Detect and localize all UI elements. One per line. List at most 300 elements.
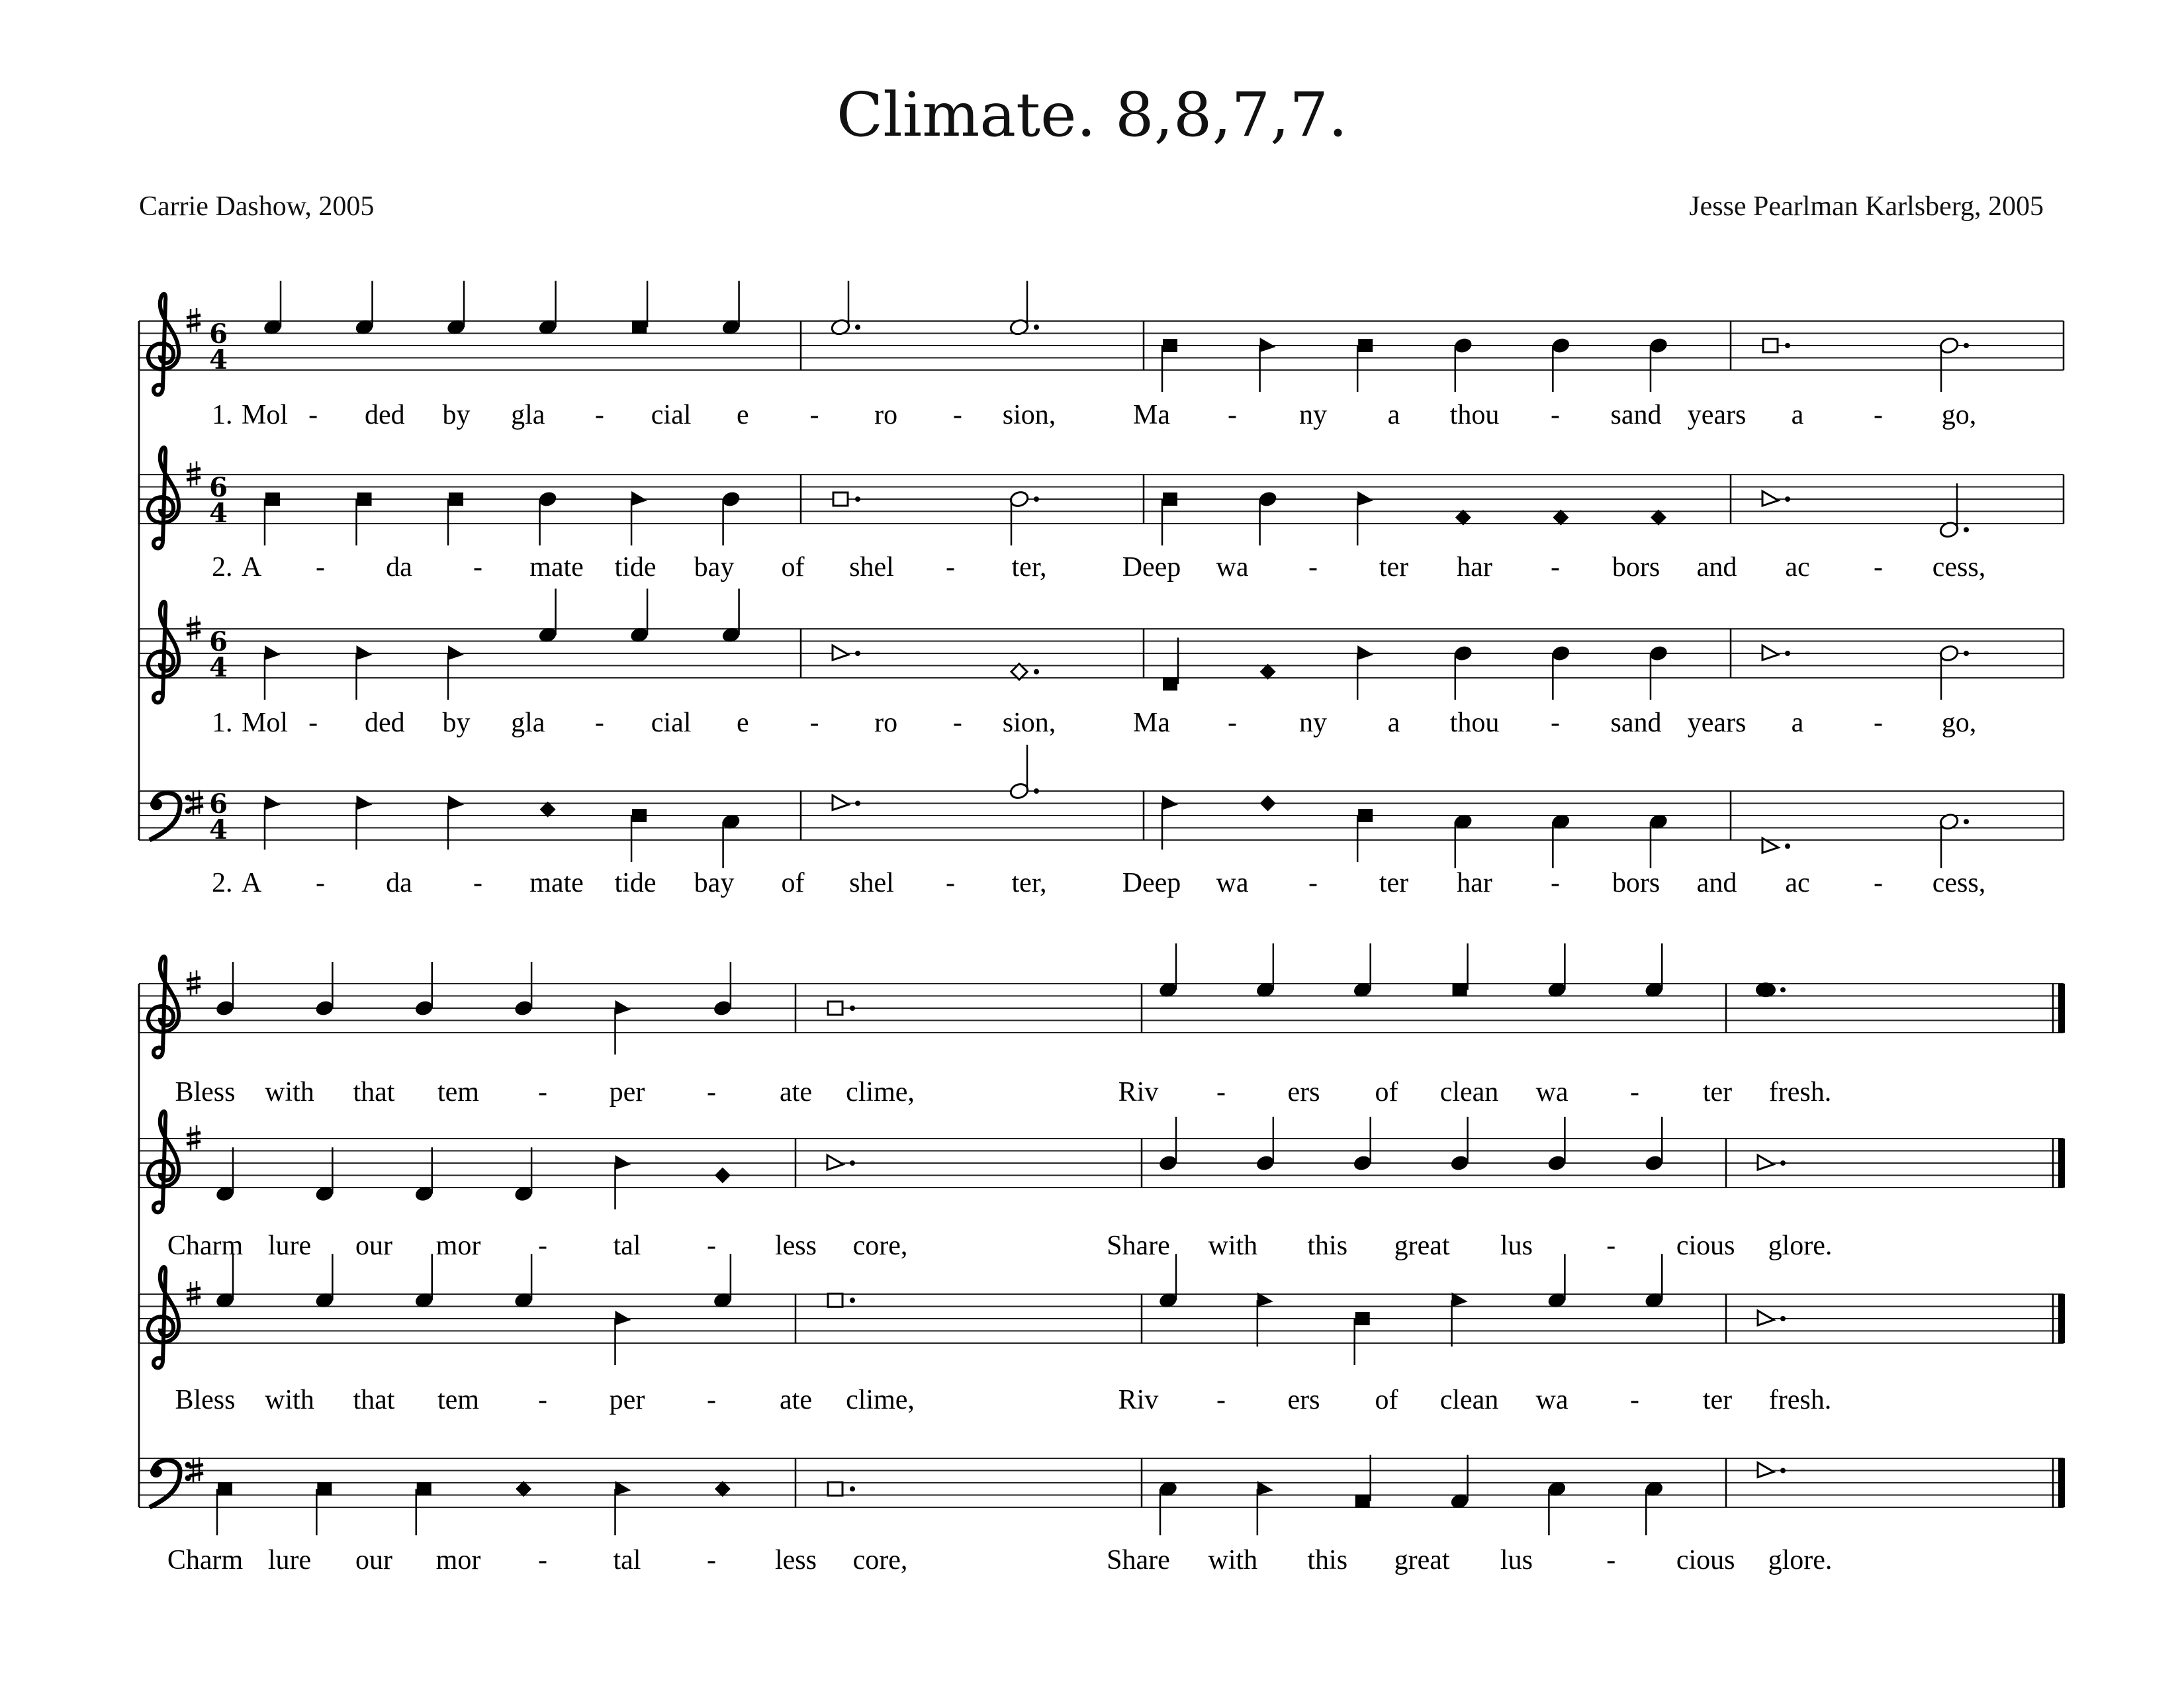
lyric-syllable: a xyxy=(1791,400,1804,430)
lyric-syllable: go, xyxy=(1941,708,1977,738)
lyric-syllable: by xyxy=(442,708,471,738)
time-signature-top: 6 xyxy=(209,626,228,657)
lyric-syllable: of xyxy=(1375,1077,1398,1107)
lyric-syllable: sion, xyxy=(1002,708,1056,738)
bass-clef-curve xyxy=(150,1460,180,1507)
bass-clef-curve xyxy=(150,793,180,840)
note-head xyxy=(1352,943,1373,999)
lyric-syllable: Mol xyxy=(242,708,289,738)
lyric-syllable: that xyxy=(353,1385,395,1415)
lyric-hyphen: - xyxy=(538,1385,547,1415)
lyric-syllable: sand xyxy=(1610,400,1662,430)
lyric-syllable: of xyxy=(781,552,805,583)
note-head xyxy=(631,809,647,862)
lyric-syllable: ac xyxy=(1785,552,1810,583)
lyric-hyphen: - xyxy=(316,552,325,583)
note-head xyxy=(615,1311,631,1365)
lyric-hyphen: - xyxy=(1874,552,1883,583)
note-head xyxy=(615,1481,631,1535)
treble-clef-icon xyxy=(148,294,179,395)
dot xyxy=(855,324,860,330)
note-head xyxy=(1644,1117,1664,1172)
lyric-syllable: har xyxy=(1457,868,1492,898)
note-head xyxy=(1938,336,1969,392)
lyric-syllable: ter xyxy=(1702,1385,1733,1415)
lyric-hyphen: - xyxy=(809,708,819,738)
lyric-syllable: Share xyxy=(1107,1231,1170,1261)
lyric-hyphen: - xyxy=(308,400,318,430)
lyric-syllable: wa xyxy=(1535,1077,1569,1107)
lyric-hyphen: - xyxy=(1606,1545,1616,1575)
lyric-line xyxy=(167,1545,1833,1575)
lyric-syllable: ny xyxy=(1299,708,1327,738)
dot xyxy=(1034,324,1039,330)
note-head xyxy=(1547,1117,1567,1172)
verse-number: 2. xyxy=(212,868,233,898)
treble-clef-path xyxy=(148,602,179,702)
note-head xyxy=(1255,943,1275,999)
note-head xyxy=(1357,339,1373,392)
lyric-syllable: thou xyxy=(1449,400,1500,430)
note-head xyxy=(262,281,283,336)
treble-clef-icon xyxy=(148,447,179,548)
note-head xyxy=(445,281,466,336)
lyric-syllable: A xyxy=(242,868,262,898)
verse-number: 1. xyxy=(212,400,233,430)
lyric-syllable: Mol xyxy=(242,400,289,430)
note-head xyxy=(513,1254,533,1309)
note-head xyxy=(357,492,372,545)
lyric-syllable: of xyxy=(781,868,805,898)
dot xyxy=(1785,843,1790,849)
lyric-syllable: cious xyxy=(1676,1231,1735,1261)
note-head xyxy=(828,1002,855,1015)
note-head xyxy=(414,1254,434,1309)
note-head xyxy=(1763,339,1790,352)
lyric-hyphen: - xyxy=(1874,708,1883,738)
lyric-syllable: mate xyxy=(529,868,584,898)
lyric-syllable: tal xyxy=(613,1545,641,1575)
lyric-syllable: gla xyxy=(511,708,545,738)
lyric-syllable: glore. xyxy=(1768,1231,1833,1261)
lyric-syllable: ter, xyxy=(1011,552,1047,583)
lyric-syllable: Charm xyxy=(167,1231,244,1261)
note-head xyxy=(1260,796,1276,812)
lyric-line xyxy=(212,868,1985,898)
note-head xyxy=(1758,1311,1786,1325)
lyric-syllable: bors xyxy=(1612,552,1661,583)
lyric-syllable: this xyxy=(1307,1545,1348,1575)
lyric-syllable: Charm xyxy=(167,1545,244,1575)
note-head xyxy=(615,1155,631,1209)
note-head xyxy=(1257,1481,1273,1535)
lyric-syllable: Share xyxy=(1107,1545,1170,1575)
time-signature-bottom: 4 xyxy=(209,814,228,845)
note-head xyxy=(1449,1117,1470,1172)
note-head xyxy=(314,1254,335,1309)
dot xyxy=(850,1297,855,1303)
lyric-syllable: da xyxy=(386,868,412,898)
bass-clef-icon xyxy=(150,793,191,840)
lyric-syllable: shel xyxy=(849,868,894,898)
note-head xyxy=(1357,645,1373,700)
lyric-syllable: tide xyxy=(614,868,657,898)
note-head xyxy=(537,588,558,644)
lyric-syllable: with xyxy=(1208,1231,1258,1261)
lyric-syllable: by xyxy=(442,400,471,430)
lyric-syllable: ter xyxy=(1702,1077,1733,1107)
lyric-hyphen: - xyxy=(473,868,482,898)
lyric-syllable: clime, xyxy=(846,1385,915,1415)
dot xyxy=(1964,651,1969,656)
time-signature-bottom: 4 xyxy=(209,344,228,375)
lyric-syllable: years xyxy=(1687,400,1747,430)
lyric-syllable: core, xyxy=(852,1545,908,1575)
lyric-syllable: ro xyxy=(874,708,898,738)
lyric-hyphen: - xyxy=(538,1077,547,1107)
lyric-hyphen: - xyxy=(308,708,318,738)
lyric-syllable: ter, xyxy=(1011,868,1047,898)
lyric-syllable: ate xyxy=(780,1385,812,1415)
note-head xyxy=(448,645,464,700)
note-head xyxy=(1162,339,1177,392)
lyric-hyphen: - xyxy=(946,552,955,583)
lyric-syllable: tem xyxy=(437,1385,479,1415)
lyric-hyphen: - xyxy=(707,1077,716,1107)
lyric-hyphen: - xyxy=(952,400,962,430)
lyric-syllable: clean xyxy=(1439,1077,1499,1107)
note-head xyxy=(1162,796,1178,850)
lyric-syllable: A xyxy=(242,552,262,583)
lyric-syllable: da xyxy=(386,552,412,583)
lyric-hyphen: - xyxy=(707,1231,716,1261)
lyric-syllable: e xyxy=(736,708,749,738)
lyric-syllable: with xyxy=(265,1077,314,1107)
note-head xyxy=(265,796,281,850)
note-head xyxy=(537,490,558,545)
lyric-syllable: per xyxy=(609,1077,645,1107)
lyric-hyphen: - xyxy=(1228,400,1237,430)
note-head xyxy=(1547,1254,1567,1309)
dot xyxy=(1780,1468,1786,1474)
note-head xyxy=(414,962,434,1017)
lyric-syllable: thou xyxy=(1449,708,1500,738)
note-head xyxy=(1009,745,1039,800)
lyric-line xyxy=(212,400,1976,430)
lyric-syllable: and xyxy=(1696,868,1737,898)
note-head xyxy=(1260,338,1276,392)
lyric-syllable: gla xyxy=(511,400,545,430)
lyric-syllable: ers xyxy=(1287,1077,1320,1107)
lyric-hyphen: - xyxy=(1551,552,1560,583)
treble-clef-path xyxy=(148,1111,179,1212)
note-head xyxy=(721,588,741,644)
lyric-line xyxy=(175,1077,1831,1107)
lyric-line xyxy=(167,1231,1833,1261)
lyric-syllable: cial xyxy=(651,708,692,738)
lyric-syllable: lus xyxy=(1500,1545,1533,1575)
note-head xyxy=(1355,1312,1370,1365)
lyric-syllable: ded xyxy=(365,708,405,738)
lyric-syllable: ded xyxy=(365,400,405,430)
note-head xyxy=(830,281,860,336)
note-head xyxy=(354,281,375,336)
lyric-syllable: a xyxy=(1387,400,1400,430)
note-head xyxy=(513,962,533,1017)
lyric-hyphen: - xyxy=(946,868,955,898)
lyric-hyphen: - xyxy=(594,708,604,738)
lyric-syllable: with xyxy=(1208,1545,1258,1575)
lyric-hyphen: - xyxy=(1551,868,1560,898)
dot xyxy=(1964,343,1969,348)
lyric-syllable: fresh. xyxy=(1768,1385,1832,1415)
note-head xyxy=(1158,943,1178,999)
lyric-hyphen: - xyxy=(316,868,325,898)
note-head xyxy=(1452,1292,1468,1346)
lyric-syllable: lure xyxy=(267,1545,312,1575)
lyric-hyphen: - xyxy=(952,708,962,738)
lyric-syllable: Ma xyxy=(1133,400,1170,430)
lyric-syllable: lure xyxy=(267,1231,312,1261)
treble-clef-path xyxy=(148,1267,179,1368)
note-head xyxy=(1648,336,1668,392)
note-head xyxy=(1355,1455,1371,1508)
staff xyxy=(139,1139,2065,1188)
note-head xyxy=(1551,644,1571,700)
time-signature-top: 6 xyxy=(209,472,228,503)
staff xyxy=(139,788,2064,845)
treble-clef-path xyxy=(148,294,179,395)
time-signature-top: 6 xyxy=(209,318,228,350)
lyric-line xyxy=(212,708,1976,738)
lyric-syllable: bay xyxy=(694,868,735,898)
lyric-hyphen: - xyxy=(1630,1077,1639,1107)
note-head xyxy=(1648,644,1668,700)
final-bar-thick xyxy=(2058,1139,2065,1188)
lyric-hyphen: - xyxy=(707,1385,716,1415)
note-head xyxy=(265,492,280,545)
lyric-syllable: sand xyxy=(1610,708,1662,738)
note-head xyxy=(828,1482,855,1495)
lyric-syllable: ter xyxy=(1379,868,1409,898)
lyric-syllable: tide xyxy=(614,552,657,583)
note-head xyxy=(631,491,647,545)
lyric-syllable: years xyxy=(1687,708,1747,738)
lyric-hyphen: - xyxy=(1308,868,1318,898)
lyric-syllable: great xyxy=(1394,1545,1450,1575)
lyric-syllable: lus xyxy=(1500,1231,1533,1261)
lyric-syllable: har xyxy=(1457,552,1492,583)
note-head xyxy=(833,796,860,810)
lyric-hyphen: - xyxy=(1308,552,1318,583)
note-head xyxy=(712,962,733,1017)
lyric-syllable: Deep xyxy=(1122,868,1181,898)
lyric-syllable: our xyxy=(355,1231,392,1261)
treble-clef-icon xyxy=(148,957,179,1057)
lyric-syllable: a xyxy=(1387,708,1400,738)
lyric-hyphen: - xyxy=(1874,400,1883,430)
lyric-syllable: fresh. xyxy=(1768,1077,1832,1107)
lyric-syllable: tem xyxy=(437,1077,479,1107)
note-head xyxy=(615,1000,631,1055)
dot xyxy=(1964,819,1969,824)
note-head xyxy=(712,1254,733,1309)
note-head xyxy=(629,588,649,644)
time-signature-top: 6 xyxy=(209,788,228,820)
lyric-hyphen: - xyxy=(538,1545,547,1575)
note-head xyxy=(1756,982,1786,997)
lyric-line xyxy=(212,552,1985,583)
dot xyxy=(850,1160,855,1166)
note-head xyxy=(357,796,373,850)
lyric-syllable: Ma xyxy=(1133,708,1170,738)
lyric-syllable: cious xyxy=(1676,1545,1735,1575)
dot xyxy=(855,801,860,806)
note-head xyxy=(1158,1254,1178,1309)
lyric-hyphen: - xyxy=(809,400,819,430)
note-head xyxy=(1009,490,1039,545)
lyric-hyphen: - xyxy=(707,1545,716,1575)
lyric-syllable: cial xyxy=(651,400,692,430)
dot xyxy=(1785,651,1790,656)
time-signature-bottom: 4 xyxy=(209,652,228,683)
note-head xyxy=(217,1482,232,1535)
dot xyxy=(1034,496,1039,502)
note-head xyxy=(1762,645,1790,660)
note-head xyxy=(1357,809,1373,862)
dot xyxy=(1780,1316,1786,1321)
note-head xyxy=(1547,943,1567,999)
note-head xyxy=(1163,637,1178,690)
lyric-syllable: our xyxy=(355,1545,392,1575)
treble-clef-icon xyxy=(148,1111,179,1212)
lyric-syllable: clime, xyxy=(846,1077,915,1107)
note-head xyxy=(1762,491,1790,506)
note-head xyxy=(1453,644,1473,700)
note-head xyxy=(448,492,463,545)
dot xyxy=(1964,527,1969,532)
note-head xyxy=(1938,644,1969,700)
lyric-hyphen: - xyxy=(594,400,604,430)
lyric-hyphen: - xyxy=(1228,708,1237,738)
lyric-syllable: clean xyxy=(1439,1385,1499,1415)
lyric-hyphen: - xyxy=(538,1231,547,1261)
dot xyxy=(855,651,860,656)
dot xyxy=(1780,987,1786,992)
lyric-syllable: mor xyxy=(435,1231,481,1261)
time-signature-bottom: 4 xyxy=(209,498,228,529)
note-head xyxy=(316,1482,332,1535)
lyric-syllable: ny xyxy=(1299,400,1327,430)
final-bar-thick xyxy=(2058,984,2065,1033)
note-head xyxy=(1162,492,1177,545)
lyric-syllable: Deep xyxy=(1122,552,1181,583)
note-head xyxy=(357,645,373,700)
dot xyxy=(1785,496,1790,502)
bass-clef-icon xyxy=(150,1460,191,1507)
note-head xyxy=(214,1254,235,1309)
note-head xyxy=(1357,491,1373,545)
treble-clef-icon xyxy=(148,1267,179,1368)
note-head xyxy=(416,1482,432,1535)
lyric-syllable: sion, xyxy=(1002,400,1056,430)
lyric-syllable: a xyxy=(1791,708,1804,738)
note-head xyxy=(1255,1117,1275,1172)
dot xyxy=(1034,669,1039,675)
final-bar-thick xyxy=(2058,1294,2065,1343)
verse-number: 1. xyxy=(212,708,233,738)
note-head xyxy=(214,962,235,1017)
note-head xyxy=(1257,490,1278,545)
dot xyxy=(1780,1160,1786,1166)
note-head xyxy=(1644,943,1664,999)
lyric-syllable: wa xyxy=(1216,868,1249,898)
lyric-syllable: Bless xyxy=(175,1077,236,1107)
lyric-syllable: Riv xyxy=(1118,1077,1159,1107)
lyric-syllable: of xyxy=(1375,1385,1398,1415)
lyric-hyphen: - xyxy=(1216,1385,1226,1415)
note-head xyxy=(537,281,558,336)
lyric-syllable: ac xyxy=(1785,868,1810,898)
lyric-syllable: e xyxy=(736,400,749,430)
treble-clef-icon xyxy=(148,602,179,702)
lyric-syllable: cess, xyxy=(1932,552,1986,583)
poet-credit: Carrie Dashow, 2005 xyxy=(139,191,375,222)
lyric-syllable: tal xyxy=(613,1231,641,1261)
note-head xyxy=(715,1168,731,1184)
note-head xyxy=(1009,281,1039,336)
lyric-syllable: ers xyxy=(1287,1385,1320,1415)
lyric-hyphen: - xyxy=(1874,868,1883,898)
note-head xyxy=(448,796,464,850)
lyric-hyphen: - xyxy=(473,552,482,583)
treble-clef-path xyxy=(148,957,179,1057)
note-head xyxy=(1644,1254,1664,1309)
note-head xyxy=(1758,1155,1786,1170)
lyric-syllable: ate xyxy=(780,1077,812,1107)
lyric-hyphen: - xyxy=(1606,1231,1616,1261)
lyric-syllable: wa xyxy=(1535,1385,1569,1415)
lyric-syllable: per xyxy=(609,1385,645,1415)
lyric-syllable: mor xyxy=(435,1545,481,1575)
lyric-syllable: ter xyxy=(1379,552,1409,583)
lyric-syllable: cess, xyxy=(1932,868,1986,898)
note-head xyxy=(1257,1292,1273,1346)
lyric-hyphen: - xyxy=(1216,1077,1226,1107)
lyric-syllable: glore. xyxy=(1768,1545,1833,1575)
lyric-syllable: Bless xyxy=(175,1385,236,1415)
lyric-syllable: shel xyxy=(849,552,894,583)
lyric-syllable: Riv xyxy=(1118,1385,1159,1415)
final-bar-thick xyxy=(2058,1458,2065,1507)
lyric-line xyxy=(175,1385,1831,1415)
note-head xyxy=(314,962,335,1017)
note-head xyxy=(1551,336,1571,392)
composer-credit: Jesse Pearlman Karlsberg, 2005 xyxy=(1689,191,2044,222)
note-head xyxy=(1453,943,1468,996)
note-head xyxy=(721,490,741,545)
lyric-hyphen: - xyxy=(1551,708,1560,738)
note-head xyxy=(833,492,860,506)
dot xyxy=(850,1486,855,1491)
lyric-syllable: and xyxy=(1696,552,1737,583)
note-head xyxy=(828,1293,855,1307)
lyric-syllable: bors xyxy=(1612,868,1661,898)
note-head xyxy=(1352,1117,1373,1172)
dot xyxy=(1034,788,1039,794)
lyric-syllable: great xyxy=(1394,1231,1450,1261)
lyric-syllable: wa xyxy=(1216,552,1249,583)
